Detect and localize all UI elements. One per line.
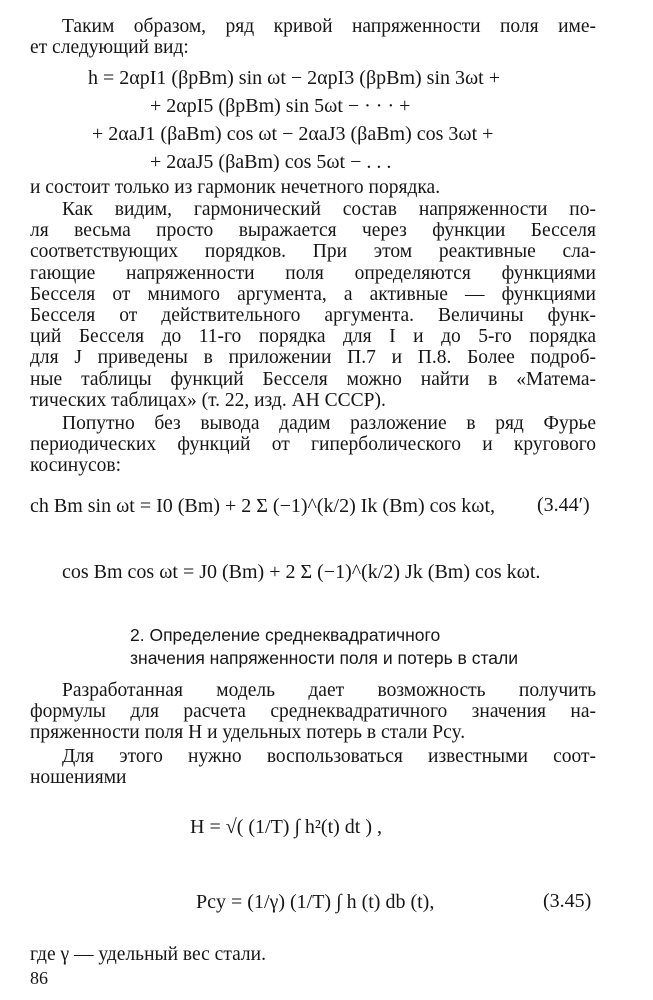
text-line: тических таблицах» (т. 22, изд. АН СССР). (30, 389, 386, 411)
text-line: гающие напряженности поля определяются функциями (30, 262, 596, 284)
text-line: Как видим, гармонический состав напряженности по- (62, 199, 596, 220)
equation-h-line-1-text: h = 2αpI1 (βpBm) sin ωt − 2αpI3 (βpBm) sin 3ωt + (88, 67, 501, 89)
paragraph-gamma (30, 944, 596, 965)
text-line: Таким образом, ряд кривой напряженности поля име- (62, 16, 596, 37)
paragraph-fourier (30, 413, 596, 477)
text-line: Бесселя от мнимого аргумента, а активные — функциями (30, 283, 596, 305)
paragraph-odd-harmonics (30, 177, 596, 198)
page-number (30, 968, 48, 989)
equation-h-line-2 (150, 94, 410, 118)
paragraph-relations (30, 746, 596, 788)
text-line: ные таблицы функций Бесселя можно найти в «Матема- (30, 368, 596, 390)
equation-P (196, 890, 434, 914)
equation-cos-text: cos Bm cos ωt = J0 (Bm) + 2 Σ (−1)^(k/2) Jk (Bm) cos kωt. (62, 561, 541, 583)
equation-number-3-44-text: (3.44′) (537, 494, 590, 516)
text-line: Бесселя от действительного аргумента. Величины функ- (30, 305, 596, 327)
equation-h-line-4-text: + 2αaJ5 (βaBm) cos 5ωt − . . . (150, 151, 392, 173)
text-line: ций Бесселя до 11-го порядка для I и до 5-го порядка (30, 326, 596, 348)
section-heading (130, 624, 600, 670)
equation-ch (30, 494, 495, 518)
paragraph-model (30, 680, 596, 744)
equation-ch-text: ch Bm sin ωt = I0 (Bm) + 2 Σ (−1)^(k/2) Ik (Bm) cos kωt, (30, 495, 496, 517)
text-line: где γ — удельный вес стали. (30, 944, 266, 965)
equation-h-line-1 (88, 66, 500, 90)
text-line: ля весьма просто выражается через функции Бесселя (30, 220, 596, 242)
equation-number-3-45 (543, 890, 591, 913)
text-line: Разработанная модель дает возможность получить (62, 680, 596, 701)
text-line: Для этого нужно воспользоваться известными соот- (62, 746, 596, 767)
equation-h-line-4 (150, 150, 391, 174)
text-line: и состоит только из гармоник нечетного порядка. (30, 177, 441, 198)
text-line: для J приведены в приложении П.7 и П.8. Более подроб- (30, 347, 596, 369)
equation-H (190, 815, 382, 839)
equation-h-line-2-text: + 2αpI5 (βpBm) sin 5ωt − · · · + (150, 95, 411, 117)
text-line: косинусов: (30, 455, 122, 477)
text-line: ет следующий вид: (30, 37, 189, 59)
equation-cos (62, 560, 540, 584)
equation-number-3-45-text: (3.45) (543, 890, 592, 912)
section-heading-line-2: значения напряженности поля и потерь в стали (130, 648, 518, 668)
text-line: пряженности поля H и удельных потерь в стали Pcy. (30, 722, 466, 744)
text-line: формулы для расчета среднеквадратичного значения на- (30, 701, 596, 723)
equation-h-line-3-text: + 2αaJ1 (βaBm) cos ωt − 2αaJ3 (βaBm) cos 3ωt + (92, 123, 494, 145)
equation-number-3-44 (537, 494, 590, 517)
equation-H-text: H = √( (1/T) ∫ h²(t) dt ) , (190, 816, 383, 838)
text-line: периодических функций от гиперболического и кругового (30, 434, 596, 456)
paragraph-intro (30, 16, 596, 58)
section-heading-line-1: 2. Определение среднеквадратичного (130, 625, 441, 645)
paragraph-bessel (30, 199, 596, 411)
text-line: соответствующих порядков. При этом реактивные сла- (30, 241, 596, 263)
text-line: Попутно без вывода дадим разложение в ряд Фурье (62, 413, 596, 434)
equation-h-line-3 (92, 122, 493, 146)
page-number-text: 86 (30, 968, 48, 988)
text-line: ношениями (30, 767, 127, 789)
equation-P-text: Pcy = (1/γ) (1/T) ∫ h (t) db (t), (196, 891, 435, 913)
